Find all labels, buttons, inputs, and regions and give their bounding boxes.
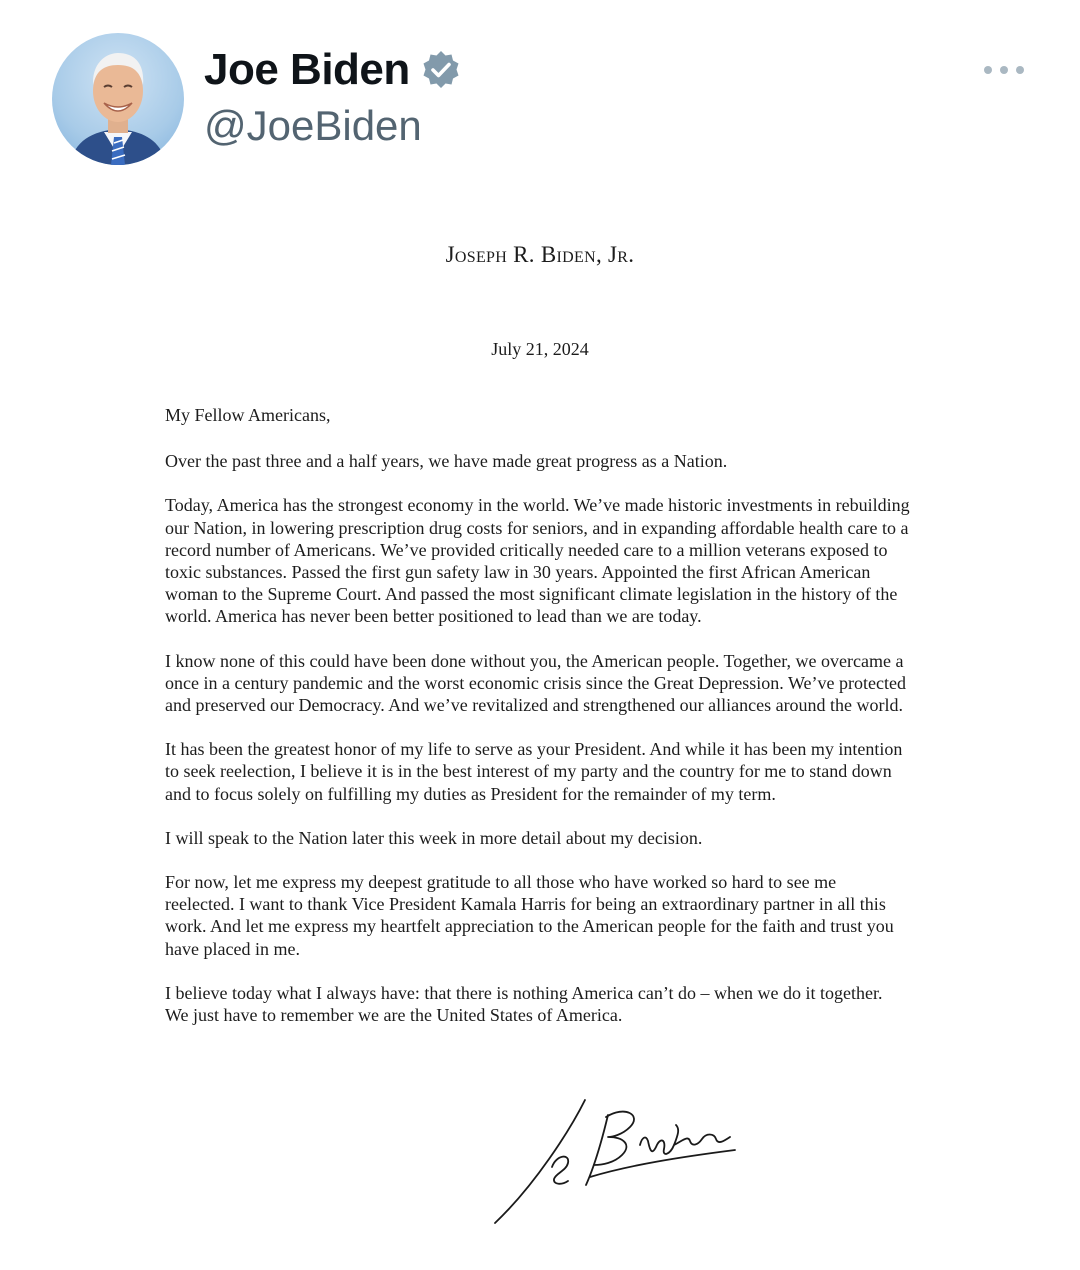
user-handle[interactable]: @JoeBiden: [204, 102, 422, 149]
verified-badge-icon: [420, 49, 462, 91]
letter-body: [165, 404, 910, 1048]
signature: [490, 1095, 750, 1225]
name-row: [204, 42, 462, 98]
letterhead: Joseph R. Biden, Jr.: [445, 242, 635, 267]
dot: [1000, 66, 1008, 74]
paragraph-5: I will speak to the Nation later this week in more detail about my decision.: [165, 827, 703, 848]
letter-image: [0, 190, 1080, 1270]
paragraph-7: I believe today what I always have: that there is nothing America can’t do – when we do it together. We just have to remember we are the United States of America.: [165, 982, 883, 1026]
letter-date: July 21, 2024: [491, 339, 589, 359]
paragraph-6: For now, let me express my deepest gratitude to all those who have worked so hard to see me reelected. I want to thank Vice President Kamala Harris for being an extraordinary partner in all this work. And let me express my heartfelt appreciation to the American people for the faith and trust you have placed in me.: [165, 872, 894, 959]
salutation: My Fellow Americans,: [165, 405, 331, 425]
paragraph-3: I know none of this could have been done without you, the American people. Together, we overcame a once in a century pandemic and the worst economic crisis since the Great Depression. We’ve protected and preserved our Democracy. And we’ve revitalized and strengthened our alliances around the world.: [165, 650, 906, 716]
display-name[interactable]: Joe Biden: [204, 45, 410, 94]
more-options-icon[interactable]: [984, 60, 1024, 80]
tweet-header: [0, 0, 1080, 190]
avatar[interactable]: [52, 33, 184, 165]
paragraph-4: It has been the greatest honor of my life to serve as your President. And while it has been my intention to seek reelection, I believe it is in the best interest of my party and the country for me to stand down and to focus solely on fulfilling my duties as President for the remainder of my term.: [165, 739, 903, 804]
dot: [1016, 66, 1024, 74]
paragraph-2: Today, America has the strongest economy in the world. We’ve made historic investments in rebuilding our Nation, in lowering prescription drug costs for seniors, and in expanding affordable health care to a record number of Americans. We’ve provided critically needed care to a million veterans exposed to toxic substances. Passed the first gun safety law in 30 years. Appointed the first African American woman to the Supreme Court. And passed the most significant climate legislation in the history of the world. America has never been better positioned to lead than we are today.: [165, 495, 910, 627]
dot: [984, 66, 992, 74]
paragraph-1: Over the past three and a half years, we have made great progress as a Nation.: [165, 451, 728, 472]
